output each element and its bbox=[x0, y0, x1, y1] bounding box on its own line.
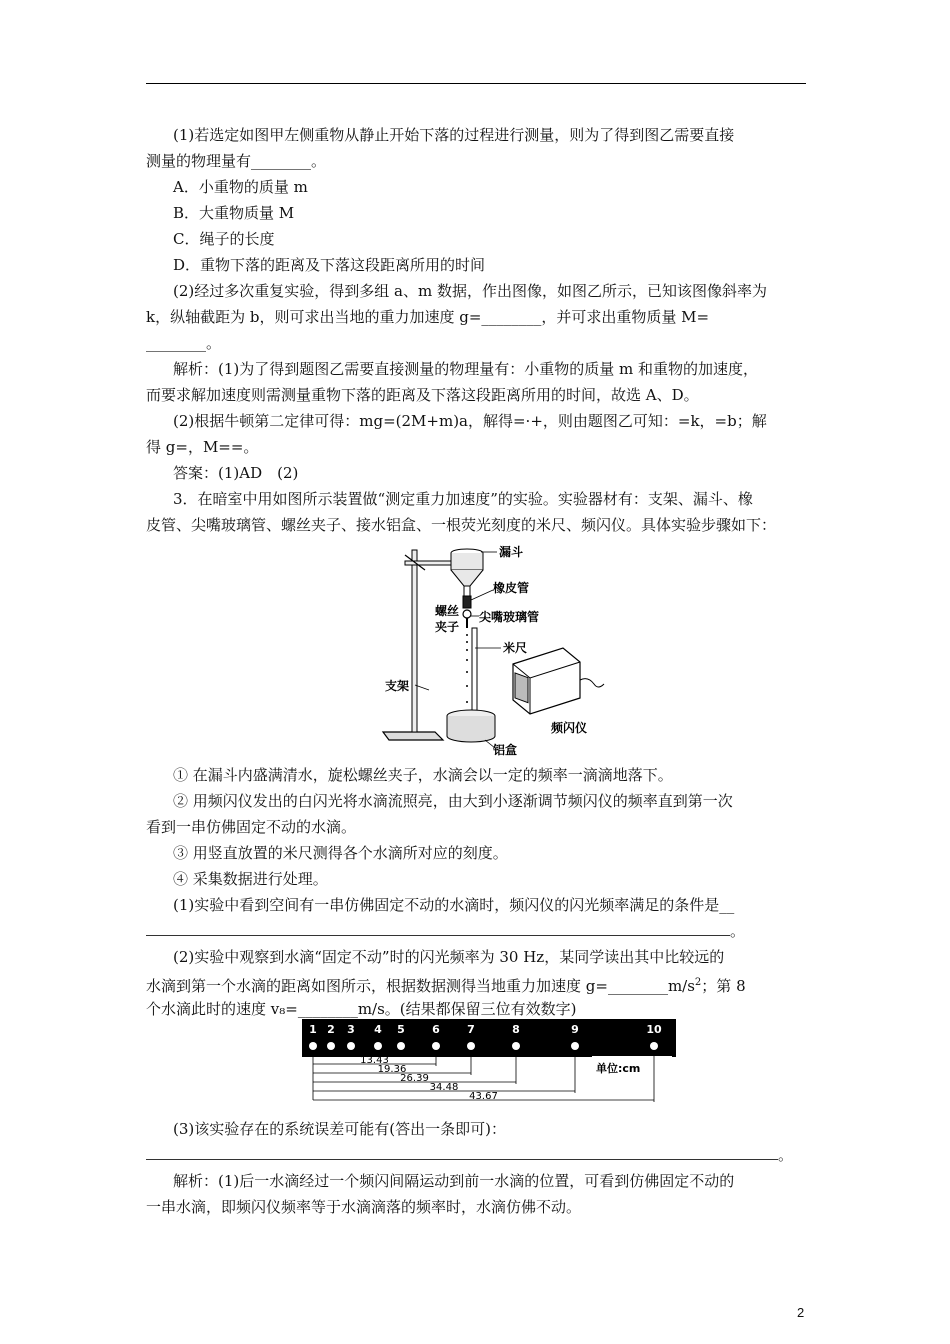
label-ruler: 米尺 bbox=[503, 641, 528, 655]
part1-line-b bbox=[146, 921, 745, 941]
solution2-line-b: 得 g=，M==。 bbox=[146, 438, 259, 456]
part3-line-a: (3)该实验存在的系统误差可能有(答出一条即可)： bbox=[173, 1120, 506, 1138]
q1-line-a: (1)若选定如图甲左侧重物从静止开始下落的过程进行测量，则为了得到图乙需要直接 bbox=[173, 126, 735, 144]
step-4: ④ 采集数据进行处理。 bbox=[173, 870, 328, 888]
ruler-stick bbox=[472, 628, 477, 716]
drop-dot-10 bbox=[650, 1042, 658, 1050]
drop-ruler-figure bbox=[300, 1016, 680, 1102]
page-number: 2 bbox=[797, 1305, 805, 1320]
drop-dot-6 bbox=[432, 1042, 440, 1050]
q2-line-c: ________。 bbox=[146, 334, 222, 352]
distance-label-4: 34.48 bbox=[429, 1082, 459, 1093]
drop-number-5: 5 bbox=[397, 1023, 405, 1036]
drop-number-4: 4 bbox=[374, 1023, 382, 1036]
option-a: A．小重物的质量 m bbox=[173, 178, 308, 196]
q3-line-b: 皮管、尖嘴玻璃管、螺丝夹子、接水铝盒、一根荧光刻度的米尺、频闪仪。具体实验步骤如下： bbox=[146, 516, 777, 534]
part2-line-c: 个水滴此时的速度 v₈=________m/s。(结果都保留三位有效数字) bbox=[146, 1000, 577, 1018]
drop-dot-3 bbox=[347, 1042, 355, 1050]
ruler-strip bbox=[302, 1019, 676, 1057]
solution3-line-b: 一串水滴，即频闪仪频率等于水滴滴落的频率时，水滴仿佛不动。 bbox=[146, 1198, 582, 1216]
rubber-tube bbox=[463, 596, 471, 608]
part1-end-mark: 。 bbox=[730, 922, 746, 940]
drop-number-9: 9 bbox=[571, 1023, 579, 1036]
drop-dot-4 bbox=[374, 1042, 382, 1050]
label-rubber-tube: 橡皮管 bbox=[493, 581, 530, 595]
drop-number-3: 3 bbox=[347, 1023, 355, 1036]
step-3: ③ 用竖直放置的米尺测得各个水滴所对应的刻度。 bbox=[173, 844, 508, 862]
drop-dot-7 bbox=[467, 1042, 475, 1050]
label-glass-tube: 尖嘴玻璃管 bbox=[479, 610, 540, 624]
drop-number-6: 6 bbox=[432, 1023, 440, 1036]
part2-line-a: (2)实验中观察到水滴“固定不动”时的闪光频率为 30 Hz，某同学读出其中比较远的 bbox=[173, 948, 725, 966]
part3-line-b bbox=[146, 1145, 793, 1165]
strobe-device bbox=[513, 648, 604, 714]
drop-dot-8 bbox=[512, 1042, 520, 1050]
header-rule bbox=[146, 83, 806, 84]
step-2-line-a: ② 用频闪仪发出的白闪光将水滴流照亮，由大到小逐渐调节频闪仪的频率直到第一次 bbox=[173, 792, 733, 810]
solution1-line-b: 而要求解加速度则需测量重物下落的距离及下落这段距离所用的时间，故选 A、D。 bbox=[146, 386, 699, 404]
drop-dot-9 bbox=[571, 1042, 579, 1050]
aluminum-box bbox=[447, 710, 495, 742]
solution3-line-a: 解析：(1)后一水滴经过一个频闪间隔运动到前一水滴的位置，可看到仿佛固定不动的 bbox=[173, 1172, 735, 1190]
part2-line-b-text: 水滴到第一个水滴的距离如图所示，根据数据测得当地重力加速度 g=________m/s bbox=[146, 977, 695, 995]
step-1: ① 在漏斗内盛满清水，旋松螺丝夹子，水滴会以一定的频率一滴滴地落下。 bbox=[173, 766, 673, 784]
screw-clamp bbox=[463, 610, 471, 618]
label-box: 铝盒 bbox=[493, 743, 518, 757]
unit-label: 单位:cm bbox=[596, 1062, 641, 1075]
step-2-line-b: 看到一串仿佛固定不动的水滴。 bbox=[146, 818, 357, 836]
distance-label-1: 13.43 bbox=[360, 1055, 389, 1066]
apparatus-figure bbox=[375, 540, 615, 760]
stand-rod bbox=[412, 550, 417, 732]
answer-blank-3 bbox=[146, 1145, 778, 1160]
option-d: D．重物下落的距离及下落这段距离所用的时间 bbox=[173, 256, 486, 274]
drop-dot-1 bbox=[309, 1042, 317, 1050]
distance-label-5: 43.67 bbox=[469, 1091, 498, 1102]
distance-label-3: 26.39 bbox=[400, 1073, 429, 1084]
water-drops bbox=[466, 634, 468, 703]
answer-line: 答案：(1)AD (2) bbox=[173, 464, 299, 482]
part1-line-a: (1)实验中看到空间有一串仿佛固定不动的水滴时，频闪仪的闪光频率满足的条件是__ bbox=[173, 896, 735, 914]
drop-number-7: 7 bbox=[467, 1023, 475, 1036]
q3-line-a: 3．在暗室中用如图所示装置做“测定重力加速度”的实验。实验器材有：支架、漏斗、橡 bbox=[173, 490, 753, 508]
solution2-line-a: (2)根据牛顿第二定律可得：mg=(2M+m)a，解得=·+，则由题图乙可知：=k，=b；解 bbox=[173, 412, 767, 430]
distance-label-2: 19.36 bbox=[377, 1064, 407, 1075]
drop-dot-5 bbox=[397, 1042, 405, 1050]
drop-number-10: 10 bbox=[646, 1023, 662, 1036]
part3-end-mark: 。 bbox=[778, 1146, 794, 1164]
squared-superscript: 2 bbox=[694, 977, 702, 988]
option-c: C．绳子的长度 bbox=[173, 230, 275, 248]
drop-number-8: 8 bbox=[512, 1023, 520, 1036]
label-stand: 支架 bbox=[385, 679, 410, 693]
part2-line-b-tail: ；第 8 bbox=[701, 977, 746, 995]
solution1-line-a: 解析：(1)为了得到题图乙需要直接测量的物理量有：小重物的质量 m 和重物的加速度， bbox=[173, 360, 759, 378]
drop-number-2: 2 bbox=[327, 1023, 335, 1036]
q2-line-b: k，纵轴截距为 b，则可求出当地的重力加速度 g=________，并可求出重物质量 M= bbox=[146, 308, 710, 326]
q1-line-b: 测量的物理量有________。 bbox=[146, 152, 327, 170]
label-funnel: 漏斗 bbox=[499, 545, 524, 559]
option-b: B．大重物质量 M bbox=[173, 204, 295, 222]
drop-dot-2 bbox=[327, 1042, 335, 1050]
label-strobe: 频闪仪 bbox=[551, 721, 588, 735]
answer-blank-1 bbox=[146, 921, 730, 936]
q2-line-a: (2)经过多次重复实验，得到多组 a、m 数据，作出图像，如图乙所示，已知该图像斜率为 bbox=[173, 282, 767, 300]
part2-line-b bbox=[146, 973, 746, 996]
label-screw-clamp-2: 夹子 bbox=[435, 620, 460, 634]
stand-base bbox=[383, 732, 443, 740]
label-screw-clamp-1: 螺丝 bbox=[435, 604, 460, 618]
drop-number-1: 1 bbox=[309, 1023, 317, 1036]
funnel-shape bbox=[451, 549, 483, 596]
